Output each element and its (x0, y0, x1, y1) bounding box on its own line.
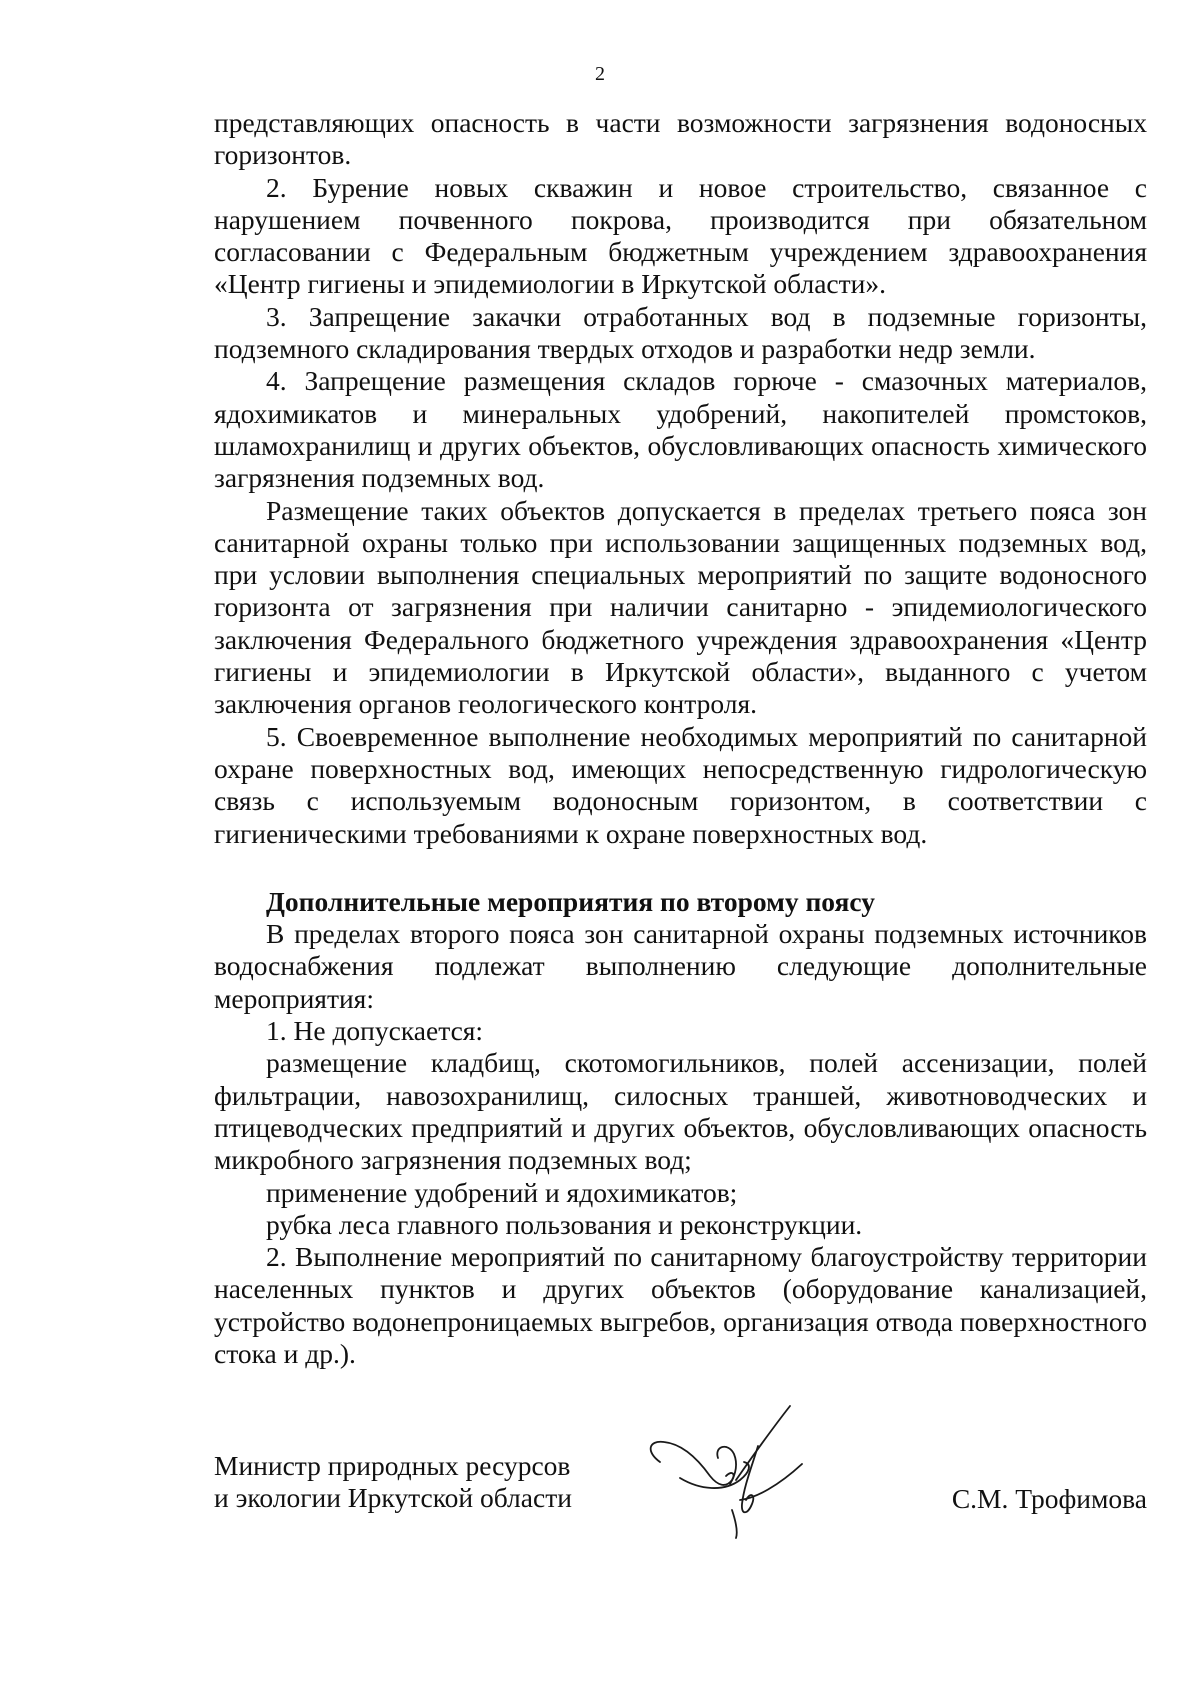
handwritten-signature (640, 1400, 820, 1540)
signatory-title-line-2: и экологии Иркутской области (214, 1482, 572, 1514)
signatory-title (214, 1450, 572, 1515)
paragraph-item-4-storage-ban: 4. Запрещение размещения складов горюче - смазочных материалов, ядохимикатов и минеральных удобрений, накопителей промстоков, шламохранилищ и других объектов, обусловливающих опасность химического загрязнения подземных вод. (214, 365, 1147, 494)
paragraph-prohibited-placement: размещение кладбищ, скотомогильников, полей ассенизации, полей фильтрации, навозохранилищ, силосных траншей, животноводческих и птицеводческих предприятий и других объектов, обусловливающих опасность микробного загрязнения подземных вод; (214, 1047, 1147, 1176)
paragraph-continuation: представляющих опасность в части возможности загрязнения водоносных горизонтов. (214, 107, 1147, 171)
paragraph-prohibited-logging: рубка леса главного пользования и реконструкции. (266, 1208, 863, 1240)
paragraph-placement-conditions: Размещение таких объектов допускается в пределах третьего пояса зон санитарной охраны только при использовании защищенных подземных вод, при условии выполнения специальных мероприятий по защите водоносного горизонта от загрязнения при наличии санитарно - эпидемиологического заключения Федерального бюджетного учреждения здравоохранения «Центр гигиены и эпидемиологии в Иркутской области», выданного с учетом заключения органов геологического контроля. (214, 494, 1147, 720)
paragraph-prohibited-fertilizers: применение удобрений и ядохимикатов; (266, 1176, 738, 1208)
paragraph-item-1-not-allowed: 1. Не допускается: (266, 1015, 484, 1047)
section-heading-second-belt: Дополнительные мероприятия по второму поясу (266, 885, 876, 917)
document-body (214, 107, 1147, 1370)
paragraph-item-2-drilling: 2. Бурение новых скважин и новое строительство, связанное с нарушением почвенного покрова, производится при обязательном согласовании с Федеральным бюджетным учреждением здравоохранения «Центр гигиены и эпидемиологии в Иркутской области». (214, 171, 1147, 300)
paragraph-item-5-surface-water: 5. Своевременное выполнение необходимых мероприятий по санитарной охране поверхностных вод, имеющих непосредственную гидрологическую связь с используемым водоносным горизонтом, в соответствии с гигиеническими требованиями к охране поверхностных вод. (214, 720, 1147, 849)
paragraph-second-belt-intro: В пределах второго пояса зон санитарной охраны подземных источников водоснабжения подлежат выполнению следующие дополнительные мероприятия: (214, 918, 1147, 1014)
signatory-name: С.М. Трофимова (951, 1483, 1147, 1514)
signatory-title-line-1: Министр природных ресурсов (214, 1450, 571, 1481)
page-number: 2 (595, 63, 605, 85)
paragraph-item-2-improvement: 2. Выполнение мероприятий по санитарному благоустройству территории населенных пунктов и других объектов (оборудование канализацией, устройство водонепроницаемых выгребов, организация отвода поверхностного стока и др.). (214, 1241, 1147, 1369)
paragraph-item-3-injection-ban: 3. Запрещение закачки отработанных вод в подземные горизонты, подземного складирования твердых отходов и разработки недр земли. (214, 300, 1147, 365)
